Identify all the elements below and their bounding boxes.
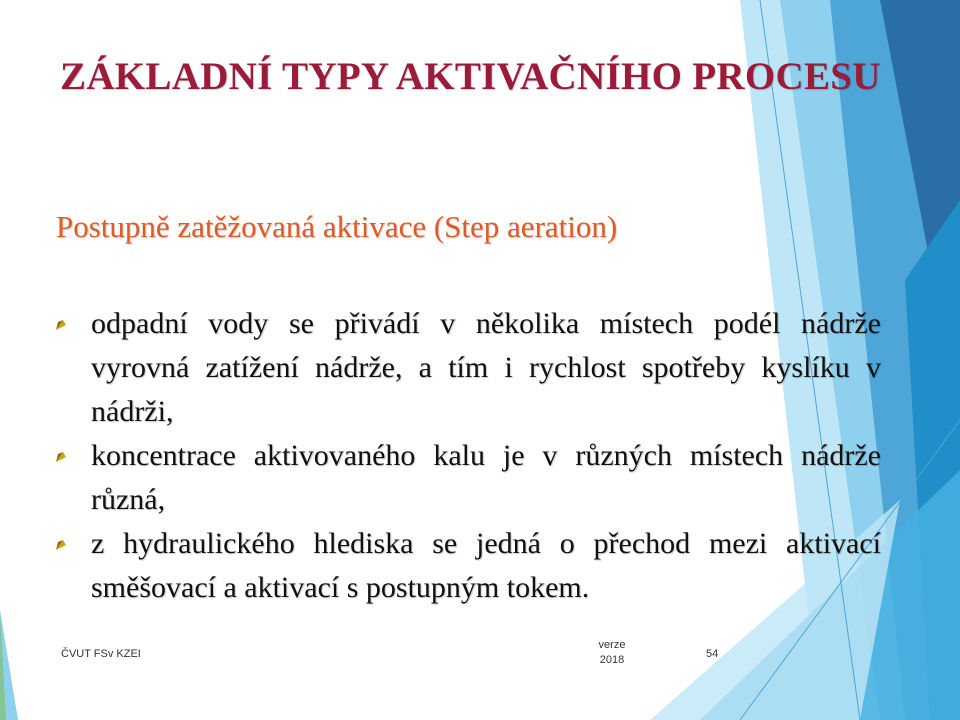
bullet-text: koncentrace aktivovaného kalu je v různých místech nádrže různá, — [91, 439, 881, 516]
bullet-item — [0, 302, 881, 434]
bullet-arrow-icon — [54, 538, 68, 552]
bullet-text: z hydraulického hlediska se jedná o přechod mezi aktivací směšovací a aktivací s postupným tokem. — [91, 527, 881, 604]
bullet-item — [0, 522, 881, 610]
slide-title: ZÁKLADNÍ TYPY AKTIVAČNÍHO PROCESU — [60, 55, 881, 98]
footer-version — [582, 638, 642, 668]
footer-version-label: verze — [598, 639, 626, 651]
page-number: 54 — [706, 648, 719, 660]
bullet-item — [0, 434, 881, 522]
bullet-list — [0, 302, 880, 610]
bullet-text: odpadní vody se přivádí v několika místech podél nádrže vyrovná zatížení nádrže, a tím i rychlost spotřeby kyslíku v nádrži, — [91, 307, 881, 428]
bullet-arrow-icon — [54, 318, 68, 332]
bullet-arrow-icon — [54, 450, 68, 464]
footer-version-year: 2018 — [599, 654, 625, 666]
slide-subtitle: Postupně zatěžovaná aktivace (Step aeration) — [56, 209, 618, 244]
footer-organization: ČVUT FSv KZEI — [61, 648, 141, 660]
